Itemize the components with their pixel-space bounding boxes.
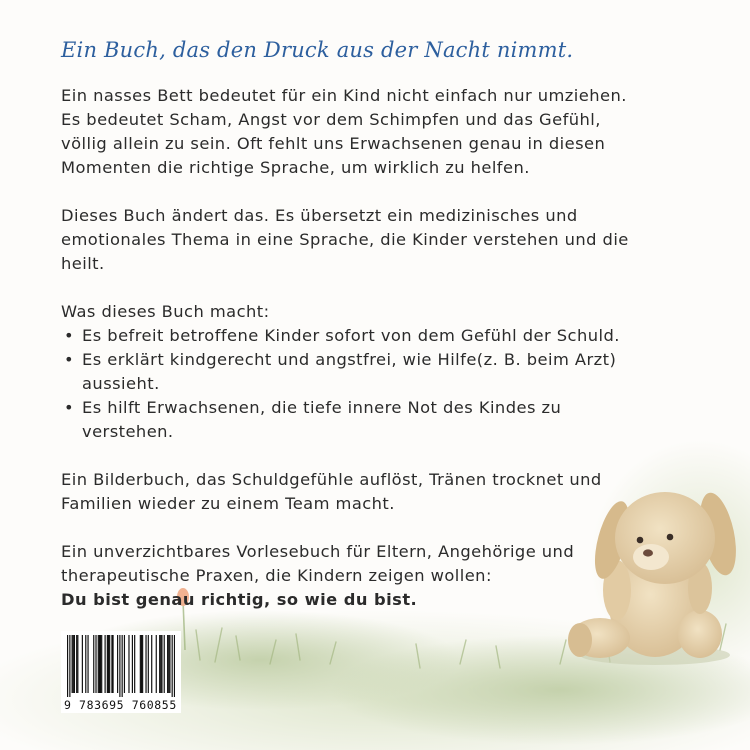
text-line: Ein nasses Bett bedeutet für ein Kind nicht einfach nur umziehen.: [61, 86, 627, 105]
barcode-bar: [85, 635, 86, 693]
barcode-bar: [95, 635, 96, 693]
barcode-number: 9 783695 760855: [64, 698, 177, 712]
isbn-barcode: [61, 631, 181, 713]
text-line: aussieht.: [82, 374, 160, 393]
barcode-bar: [169, 635, 170, 693]
text-line: • Es erklärt kindgerecht und angstfrei, wie Hilfe(z. B. beim Arzt): [82, 350, 617, 369]
barcode-bar: [119, 635, 120, 697]
text-line: • Es befreit betroffene Kinder sofort von dem Gefühl der Schuld.: [82, 326, 620, 345]
text-line: verstehen.: [82, 422, 174, 441]
audience-paragraph: [61, 540, 721, 612]
barcode-bar: [172, 635, 173, 697]
text-line: therapeutische Praxen, die Kindern zeigen wollen:: [61, 566, 492, 585]
barcode-bar: [142, 635, 143, 693]
list-item: [61, 396, 721, 444]
barcode-bar: [111, 635, 112, 693]
barcode-bar: [124, 635, 125, 693]
barcode-bar: [159, 635, 160, 693]
barcode-bar: [69, 635, 70, 697]
text-line: Ein Bilderbuch, das Schuldgefühle auflöst, Tränen trocknet und: [61, 470, 602, 489]
closing-emphasis: Du bist genau richtig, so wie du bist.: [61, 590, 418, 609]
barcode-bar: [99, 635, 100, 693]
barcode-bar: [122, 635, 123, 697]
list-item: [61, 348, 721, 396]
barcode-bar: [148, 635, 149, 693]
barcode-bar: [112, 635, 113, 693]
intro-paragraph: [61, 84, 721, 180]
barcode-bar: [167, 635, 168, 693]
text-line: • Es hilft Erwachsenen, die tiefe innere Not des Kindes zu: [82, 398, 562, 417]
barcode-bar: [77, 635, 78, 693]
text-line: völlig allein zu sein. Oft fehlt uns Erwachsenen genau in diesen: [61, 134, 606, 153]
barcode-bar: [168, 635, 169, 693]
barcode-bar: [141, 635, 142, 693]
barcode-bar: [72, 635, 73, 693]
barcode-bar: [108, 635, 109, 693]
text-line: Momenten die richtige Sprache, um wirklich zu helfen.: [61, 158, 530, 177]
list-intro: Was dieses Buch macht:: [61, 302, 270, 321]
text-line: heilt.: [61, 254, 105, 273]
barcode-bars: [67, 635, 175, 697]
barcode-bar: [132, 635, 133, 693]
barcode-bar: [98, 635, 99, 693]
barcode-bar: [161, 635, 162, 693]
barcode-bar: [74, 635, 75, 693]
barcode-bar: [160, 635, 161, 693]
purpose-paragraph: [61, 204, 721, 276]
barcode-bar: [107, 635, 108, 693]
barcode-bar: [82, 635, 83, 693]
barcode-bar: [109, 635, 110, 693]
barcode-bar: [128, 635, 129, 693]
text-line: Es bedeutet Scham, Angst vor dem Schimpfen und das Gefühl,: [61, 110, 601, 129]
barcode-bar: [100, 635, 101, 693]
barcode-bar: [151, 635, 152, 693]
text-line: emotionales Thema in eine Sprache, die Kinder verstehen und die: [61, 230, 629, 249]
barcode-bar: [105, 635, 106, 693]
features-section: [61, 300, 721, 444]
barcode-bar: [76, 635, 77, 693]
barcode-bar: [134, 635, 135, 693]
barcode-bar: [93, 635, 94, 693]
headline: Ein Buch, das den Druck aus der Nacht nimmt.: [61, 38, 574, 62]
barcode-bar: [87, 635, 88, 693]
list-item: [61, 324, 721, 348]
barcode-bar: [101, 635, 102, 693]
barcode-bar: [73, 635, 74, 693]
feature-list: [61, 324, 721, 444]
barcode-bar: [174, 635, 175, 697]
summary-paragraph: [61, 468, 721, 516]
barcode-bar: [156, 635, 157, 693]
barcode-bar: [164, 635, 165, 693]
barcode-bar: [145, 635, 146, 693]
text-line: Dieses Buch ändert das. Es übersetzt ein medizinisches und: [61, 206, 578, 225]
barcode-bar: [67, 635, 68, 697]
text-line: Ein unverzichtbares Vorlesebuch für Eltern, Angehörige und: [61, 542, 575, 561]
barcode-bar: [117, 635, 118, 693]
text-line: Familien wieder zu einem Team macht.: [61, 494, 395, 513]
barcode-bar: [140, 635, 141, 693]
